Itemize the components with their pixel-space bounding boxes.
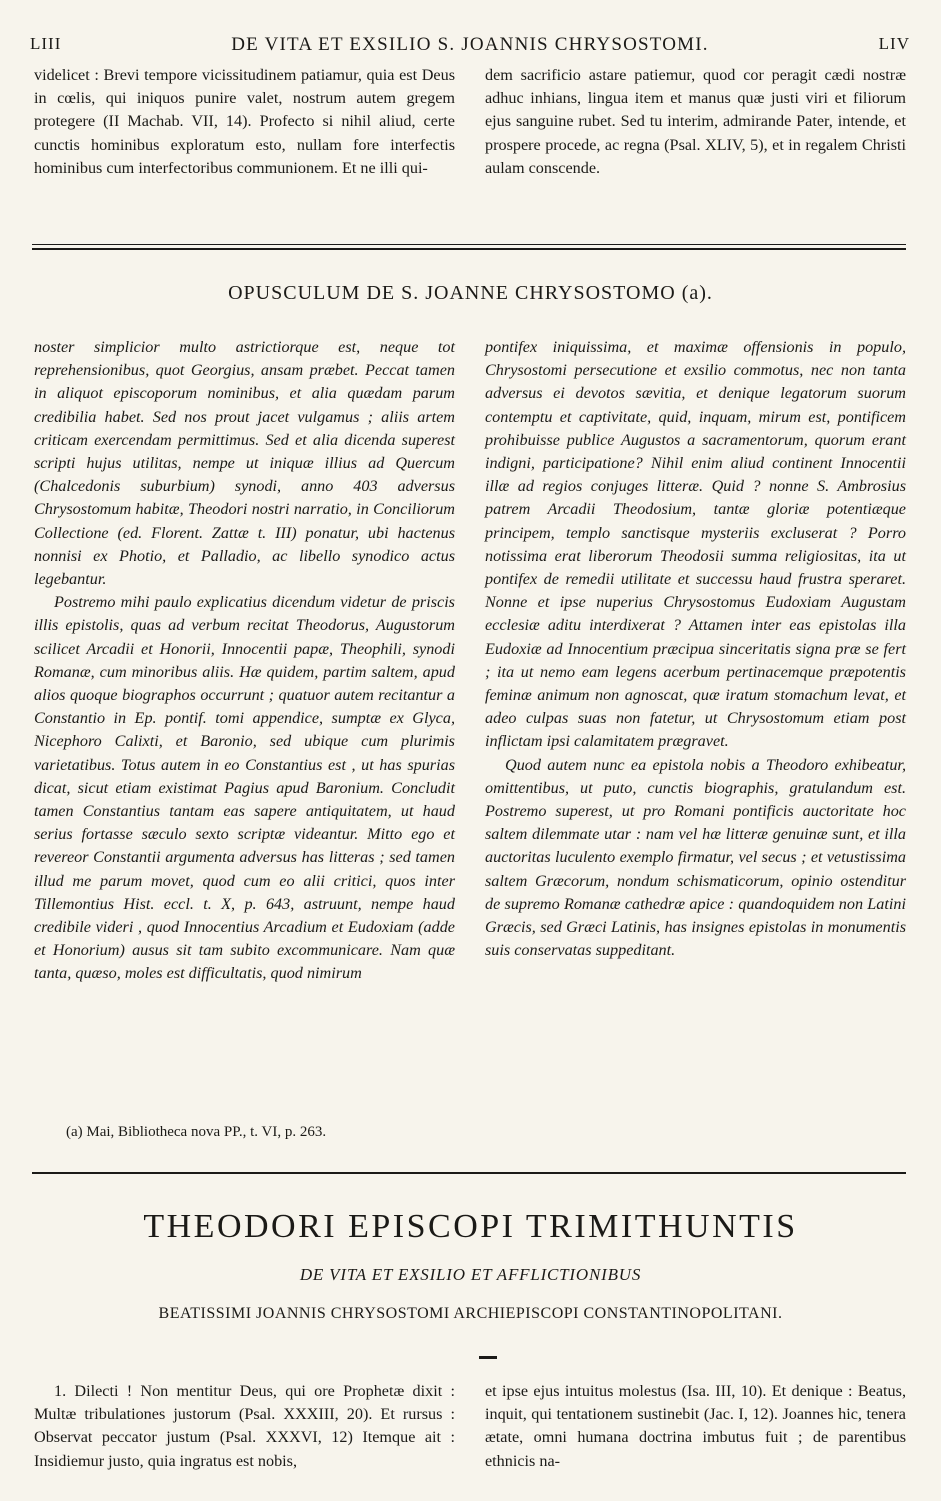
top-left-column xyxy=(34,64,455,180)
opusculum-left-column xyxy=(34,336,455,986)
page-number-right: LIV xyxy=(878,34,910,53)
opusculum-title: OPUSCULUM DE S. JOANNE CHRYSOSTOMO (a). xyxy=(228,282,713,304)
running-title: DE VITA ET EXSILIO S. JOANNIS CHRYSOSTOMI. xyxy=(231,34,709,55)
treatise-right-text: et ipse ejus intuitus molestus (Isa. III, 10). Et denique : Beatus, inquit, qui tentationem sustinebit (Jac. I, 12). Joannes hic, tenera ætate, omni humana doctrina imbutus fuit ; de parentibus ethnicis na- xyxy=(485,1382,906,1470)
opusculum-section xyxy=(34,336,906,986)
section-divider-2 xyxy=(32,1172,906,1174)
page-number-left: LIII xyxy=(30,34,62,53)
top-section xyxy=(34,64,906,180)
top-right-column xyxy=(485,64,906,180)
opusculum-left-paragraph-1: noster simplicior multo astrictiorque est, neque tot reprehensionibus, quot Georgius, ansam præbet. Peccat tamen in aliquot episcoporum nominibus, et alia quædam parum credibilia habet. Sed nos prout jacet vulgamus ; aliis artem criticam exercendam permittimus. Sed et alia dicenda superest scripti hujus utilitas, nempe ut iniquæ illius ad Quercum (Chalcedonis suburbium) synodi, anno 403 adversus Chrysostomum habitæ, Theodori nostri narratio, in Conciliorum Collectione (ed. Florent. Zattæ t. III) ponatur, ubi hactenus nonnisi ex Photio, et Palladio, ac libello synodico actus legebantur. xyxy=(34,338,455,589)
page-header xyxy=(30,34,910,58)
treatise-left-text: 1. Dilecti ! Non mentitur Deus, qui ore Prophetæ dixit : Multæ tribulationes justorum (Psal. XXXIII, 20). Et rursus : Observat peccator justum (Psal. XXXVI, 12) Itemque ait : Insidiemur justo, quia ingratus est nobis, xyxy=(34,1382,455,1470)
treatise-subtitle-2: BEATISSIMI JOANNIS CHRYSOSTOMI ARCHIEPISCOPI CONSTANTINOPOLITANI. xyxy=(158,1305,783,1322)
opusculum-right-paragraph-1: pontifex iniquissima, et maximæ offensionis in populo, Chrysostomi persecutione et exsilio commotus, nec non tanta adversus ei devotos sævitia, et denique legatorum suorum contemptu et captivitate, quid, inquam, mirum est, pontificem prohibuisse publice Augustos a sacramentorum, quorum erant indigni, participatione? Nihil enim aliud continent Innocentii illæ ad regios conjuges litteræ. Quid ? nonne S. Ambrosius patrem Arcadii Theodosium, tantæ gloriæ potentiæque principem, templo sanctisque mysteriis excluserat ? Porro notissima erat liberorum Theodosii summa religiositas, ita ut pontifex de remedii utilitate et successu haud frustra speraret. Nonne et ipse nuperius Chrysostomus Eudoxiam Augustam ecclesiæ aditu interdixerat ? Attamen inter eas epistolas illa Eudoxiæ ad Innocentium præcipua sinceritatis signa præ se fert ; ita ut nemo eam legens acerbum pertinacemque præpotentis feminæ animum non agnoscat, quæ iratum stomachum levat, et adeo culpas suas non fatetur, ut Chrysostomum etiam post inflictam ipsi calamitatem prægravet. xyxy=(485,338,906,751)
treatise-subtitle: DE VITA ET EXSILIO ET AFFLICTIONIBUS xyxy=(299,1265,642,1284)
opusculum-right-paragraph-2: Quod autem nunc ea epistola nobis a Theodoro exhibeatur, omittentibus, ut puto, cunctis biographis, gratulandum est. Postremo superest, ut pro Romani pontificis auctoritate hoc saltem dilemmate utar : nam vel hæ litteræ genuinæ sunt, et illa auctoritas luculento exemplo firmatur, vel secus ; et vetustissima saltem Græcorum, nondum schismaticorum, opinio ostenditur de supremo Romanæ cathedræ apice : quandoquidem non Latini Græcis, sed Græci Latinis, has insignes epistolas in monumentis suis conservatas suppeditant. xyxy=(485,755,906,960)
top-left-text: videlicet : Brevi tempore vicissitudinem patiamur, quia est Deus in cœlis, qui iniquos punire valet, nostrum autem gregem protegere (II Machab. VII, 14). Profecto si nihil aliud, certe cunctis hominibus exploratum esto, nullam fore interfectis hominibus cum interfectoribus communionem. Et ne illi qui- xyxy=(34,66,455,177)
ornament-dash xyxy=(479,1356,497,1359)
opusculum-right-column xyxy=(485,336,906,986)
treatise-title: THEODORI EPISCOPI TRIMITHUNTIS xyxy=(143,1208,798,1245)
treatise-section xyxy=(34,1380,906,1473)
section-divider-1 xyxy=(32,244,906,250)
opusculum-left-paragraph-2: Postremo mihi paulo explicatius dicendum videtur de priscis illis epistolis, quas ad verbum recitat Theodorus, Augustorum scilicet Arcadii et Honorii, Innocentii papæ, Theophili, synodi Romanæ, cum minoribus aliis. Hæ quidem, partim saltem, apud alios quoque biographos occurrunt ; quatuor autem recitantur a Constantio in Ep. pontif. tomi appendice, sumptæ ex Glyca, Nicephoro Calixti, et Baronio, sed ubique cum plurimis varietatibus. Totus autem in eo Constantius est , ut has spurias dicat, sicut etiam existimat Pagius apud Baronium. Concludit tamen Constantius tantam eas sapere antiquitatem, ut haud serius fortasse sæculo sexto scriptæ videantur. Mitto ego et revereor Constantii argumenta adversus has litteras ; sed tamen illud me parum movet, quod cum eo alii critici, quos inter Tillemontius Hist. eccl. t. X, p. 643, astruunt, nempe haud credibile videri , quod Innocentius Arcadium et Eudoxiam (adde et Honorium) ausus sit tam subito excommunicare. Nam quæ tanta, quæso, moles est difficultatis, quod nimirum xyxy=(34,593,455,983)
footnote: (a) Mai, Bibliotheca nova PP., t. VI, p. 263. xyxy=(66,1124,327,1140)
top-right-text: dem sacrificio astare patiemur, quod cor peragit cædi nostræ adhuc inhians, lingua item et manus quæ justi viri et filiorum ejus sanguine rubet. Sed tu interim, admirande Pater, intende, et prospere procede, ac regna (Psal. XLIV, 5), et in regalem Christi aulam conscende. xyxy=(485,66,906,177)
treatise-right-column xyxy=(485,1380,906,1473)
treatise-left-column xyxy=(34,1380,455,1473)
